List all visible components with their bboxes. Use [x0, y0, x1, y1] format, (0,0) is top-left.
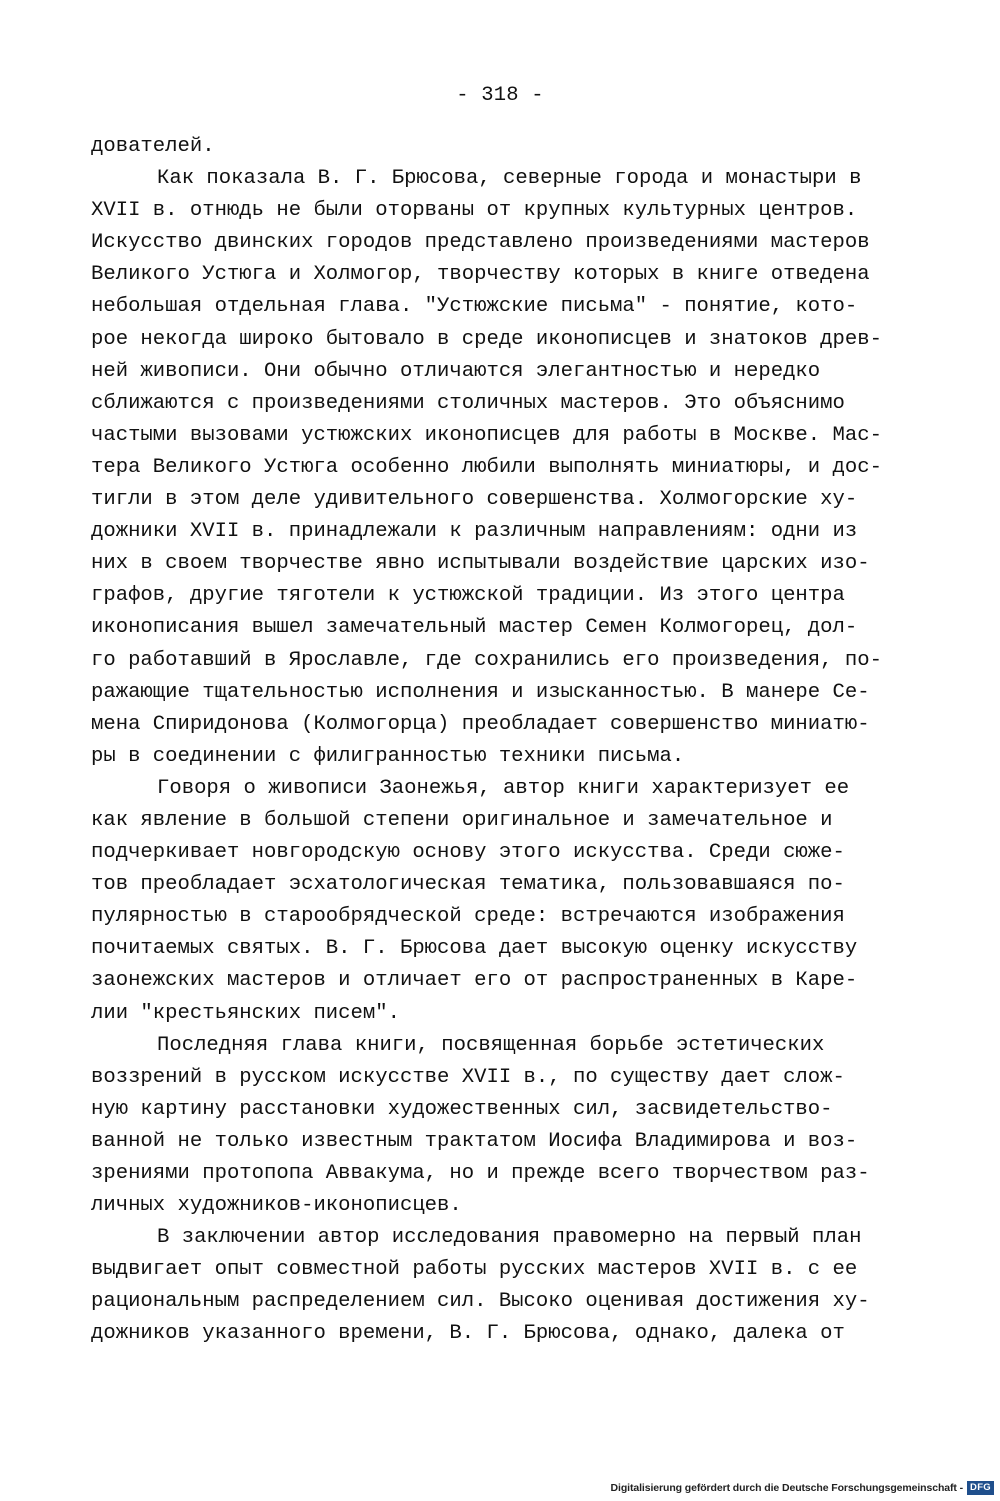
text-line: сближаются с произведениями столичных мастеров. Это объяснимо — [91, 391, 845, 415]
text-line: тигли в этом деле удивительного совершенства. Холмогорские ху- — [91, 488, 858, 512]
text-line: дожники XVII в. принадлежали к различным направлениям: одни из — [91, 520, 858, 544]
text-line: пулярностью в старообрядческой среде: встречаются изображения — [91, 905, 845, 929]
text-line: как явление в большой степени оригинальное и замечательное и — [91, 808, 833, 832]
text-line: рое некогда широко бытовало в среде иконописцев и знатоков древ- — [91, 327, 882, 351]
text-line: них в своем творчестве явно испытывали воздействие царских изо- — [91, 552, 870, 576]
dfg-logo-icon: DFG — [967, 1481, 994, 1495]
text-line: лии "крестьянских писем". — [91, 1001, 400, 1025]
page-number: - 318 - — [456, 84, 544, 107]
text-line: иконописания вышел замечательный мастер Семен Колмогорец, дол- — [91, 616, 858, 640]
text-line: Великого Устюга и Холмогор, творчеству которых в книге отведена — [91, 263, 870, 287]
text-line: небольшая отдельная глава. "Устюжские письма" - понятие, кото- — [91, 295, 858, 319]
text-line: ванной не только известным трактатом Иосифа Владимирова и воз- — [91, 1129, 858, 1153]
text-line: ры в соединении с филигранностью техники письма. — [91, 744, 685, 768]
paragraph-first-line: Последняя глава книги, посвященная борьбе эстетических — [157, 1033, 825, 1057]
document-body — [91, 131, 921, 1351]
paragraph-first-line: В заключении автор исследования правомерно на первый план — [157, 1226, 862, 1250]
text-line: тов преобладает эсхатологическая тематика, пользовавшаяся по- — [91, 873, 845, 897]
text-line: ней живописи. Они обычно отличаются элегантностью и нередко — [91, 359, 821, 383]
text-line: мена Спиридонова (Колмогорца) преобладает совершенство миниатю- — [91, 712, 870, 736]
text-line: дователей. — [91, 135, 215, 158]
credit-text: Digitalisierung gefördert durch die Deutsche Forschungsgemeinschaft - — [610, 1482, 964, 1494]
text-line: дожников указанного времени, В. Г. Брюсова, однако, далека от — [91, 1322, 845, 1346]
text-line: частыми вызовами устюжских иконописцев для работы в Москве. Мас- — [91, 423, 882, 447]
text-line: Искусство двинских городов представлено произведениями мастеров — [91, 231, 870, 255]
paragraph-first-line: Как показала В. Г. Брюсова, северные города и монастыри в — [157, 167, 862, 191]
text-line: ную картину расстановки художественных сил, засвидетельство- — [91, 1097, 833, 1121]
text-line: почитаемых святых. В. Г. Брюсова дает высокую оценку искусству — [91, 937, 858, 961]
text-line: воззрений в русском искусстве XVII в., по существу дает слож- — [91, 1065, 845, 1089]
text-line: зрениями протопопа Аввакума, но и прежде всего творчеством раз- — [91, 1162, 870, 1185]
text-line: заонежских мастеров и отличает его от распространенных в Каре- — [91, 969, 858, 993]
digitization-credit — [611, 1481, 994, 1495]
text-line: го работавший в Ярославле, где сохранились его произведения, по- — [91, 648, 882, 672]
text-line: XVII в. отнюдь не были оторваны от крупных культурных центров. — [91, 199, 858, 223]
text-line: выдвигает опыт совместной работы русских мастеров XVII в. с ее — [91, 1258, 858, 1282]
text-line: личных художников-иконописцев. — [91, 1194, 462, 1218]
text-line: тера Великого Устюга особенно любили выполнять миниатюры, и дос- — [91, 455, 882, 479]
text-line: графов, другие тяготели к устюжской традиции. Из этого центра — [91, 584, 845, 608]
text-line: ражающие тщательностью исполнения и изысканностью. В манере Се- — [91, 680, 870, 704]
paragraph-first-line: Говоря о живописи Заонежья, автор книги характеризует ее — [157, 776, 850, 800]
text-line: подчеркивает новгородскую основу этого искусства. Среди сюже- — [91, 841, 845, 865]
text-line: рациональным распределением сил. Высоко оценивая достижения ху- — [91, 1290, 870, 1314]
